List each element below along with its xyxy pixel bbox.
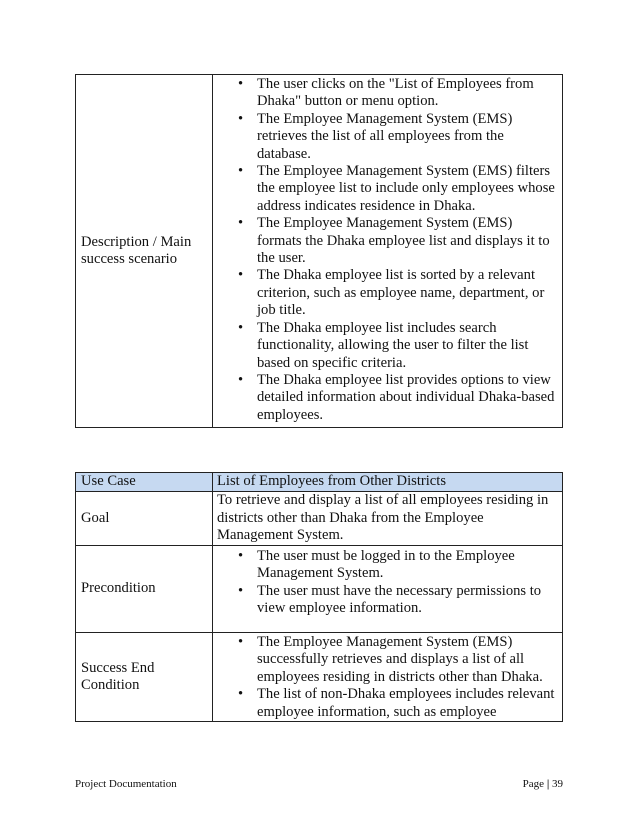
- list-item: [217, 548, 558, 583]
- list-item: [217, 111, 558, 163]
- description-list: [217, 76, 558, 424]
- list-item-text: The Employee Management System (EMS) successfully retrieves and displays a list of all employees residing in districts other than Dhaka.: [257, 634, 543, 685]
- list-item: [217, 583, 558, 618]
- bullet-icon: •: [238, 548, 244, 564]
- goal-row: [76, 492, 563, 546]
- list-item-text: The Employee Management System (EMS) retrieves the list of all employees from the database.: [257, 110, 513, 162]
- list-item: [217, 267, 558, 319]
- main-scenario-table: [75, 74, 563, 428]
- use-case-value: List of Employees from Other Districts: [213, 473, 563, 492]
- bullet-icon: •: [238, 634, 244, 650]
- success-end-condition-cell: [213, 633, 563, 722]
- footer-title: Project Documentation: [75, 778, 177, 790]
- use-case-label: Use Case: [76, 473, 213, 492]
- list-item-text: The Dhaka employee list provides options to view detailed information about individual Dhaka-based employees.: [257, 371, 555, 423]
- list-item-text: The user clicks on the "List of Employees from Dhaka" button or menu option.: [257, 76, 534, 110]
- use-case-table: [75, 472, 563, 722]
- list-item: [217, 320, 558, 372]
- list-item: [217, 215, 558, 267]
- goal-value: To retrieve and display a list of all employees residing in districts other than Dhaka from the Employee Management System.: [213, 492, 563, 546]
- list-item: [217, 372, 558, 424]
- bullet-icon: •: [238, 582, 244, 599]
- bullet-icon: •: [238, 163, 244, 180]
- list-item: [217, 76, 558, 111]
- success-end-condition-list: [217, 634, 558, 721]
- bullet-icon: •: [238, 686, 244, 703]
- description-cell: [213, 75, 563, 428]
- page-label: Page: [522, 778, 545, 790]
- precondition-row: [76, 546, 563, 633]
- precondition-list: [217, 548, 558, 618]
- bullet-icon: •: [238, 267, 244, 284]
- list-item-text: The Dhaka employee list includes search functionality, allowing the user to filter the list based on specific criteria.: [257, 319, 529, 371]
- precondition-cell: [213, 546, 563, 633]
- page-footer: [75, 778, 563, 790]
- page-number: 39: [552, 778, 563, 790]
- list-item-text: The user must be logged in to the Employee Management System.: [257, 548, 515, 582]
- bullet-icon: •: [238, 110, 244, 127]
- description-label: Description / Main success scenario: [76, 75, 213, 428]
- use-case-row: [76, 473, 563, 492]
- list-item-text: The Employee Management System (EMS) filters the employee list to include only employees whose address indicates residence in Dhaka.: [257, 163, 555, 214]
- page-separator: |: [546, 778, 550, 790]
- bullet-icon: •: [238, 319, 244, 336]
- goal-label: Goal: [76, 492, 213, 546]
- description-row: [76, 75, 563, 428]
- bullet-icon: •: [238, 76, 244, 92]
- list-item-text: The Employee Management System (EMS) formats the Dhaka employee list and displays it to the user.: [257, 215, 550, 267]
- list-item-text: The user must have the necessary permissions to view employee information.: [257, 582, 542, 617]
- success-end-condition-row: [76, 633, 563, 722]
- bullet-icon: •: [238, 215, 244, 232]
- list-item-text: The list of non-Dhaka employees includes relevant employee information, such as employee: [257, 686, 555, 720]
- list-item: [217, 163, 558, 215]
- bullet-icon: •: [238, 371, 244, 388]
- page-number-block: [523, 778, 563, 790]
- list-item: [217, 686, 558, 721]
- list-item: [217, 634, 558, 686]
- precondition-label: Precondition: [76, 546, 213, 633]
- list-item-text: The Dhaka employee list is sorted by a relevant criterion, such as employee name, department, or job title.: [257, 267, 545, 319]
- success-end-condition-label: Success End Condition: [76, 633, 213, 722]
